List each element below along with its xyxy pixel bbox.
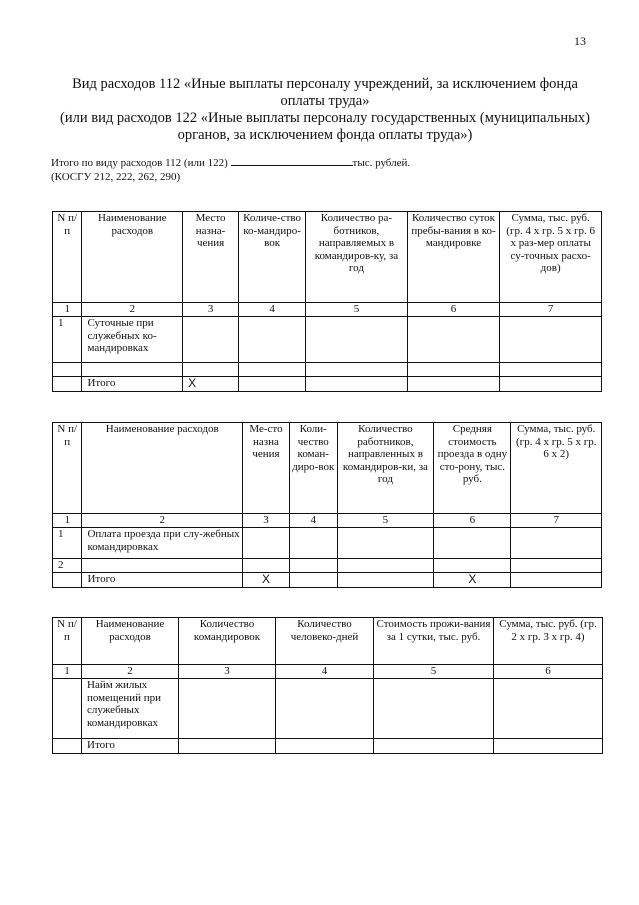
header-cell: Сумма, тыс. руб. (гр. 2 x гр. 3 x гр. 4) (494, 618, 603, 665)
header-cell: Количество человеко-дней (276, 618, 374, 665)
empty-cell (53, 573, 82, 588)
header-cell: Количество ра-ботников, направляемых в командиров-ку, за год (306, 212, 408, 303)
empty-cell[interactable] (374, 679, 494, 739)
empty-cell[interactable] (289, 528, 337, 559)
column-number: 7 (500, 303, 602, 317)
empty-cell[interactable] (337, 559, 434, 573)
column-number: 3 (179, 665, 276, 679)
empty-cell[interactable] (337, 573, 434, 588)
empty-cell[interactable] (407, 317, 500, 363)
empty-cell[interactable] (243, 528, 290, 559)
empty-cell (53, 377, 82, 392)
empty-cell[interactable] (289, 559, 337, 573)
title-line-4: органов, за исключением фонда оплаты труда») (177, 127, 473, 143)
page-title (45, 76, 605, 144)
column-number-row (53, 514, 602, 528)
page-number: 13 (574, 34, 586, 48)
total-label: Итого (82, 377, 183, 392)
total-row (53, 377, 602, 392)
column-number: 6 (434, 514, 511, 528)
empty-cell[interactable] (53, 363, 82, 377)
empty-cell[interactable] (500, 363, 602, 377)
not-applicable-mark: X (243, 573, 290, 588)
total-label: Итого (82, 739, 179, 754)
column-number: 5 (374, 665, 494, 679)
title-line-2: оплаты труда» (280, 93, 370, 109)
header-cell: N п/п (53, 212, 82, 303)
empty-cell[interactable] (276, 679, 374, 739)
column-number: 5 (337, 514, 434, 528)
empty-cell[interactable] (239, 317, 306, 363)
expense-name: Оплата проезда при слу-жебных командировках (82, 528, 243, 559)
expense-name: Найм жилых помещений при служебных командировках (82, 679, 179, 739)
empty-cell (53, 739, 82, 754)
empty-cell[interactable] (494, 739, 603, 754)
empty-cell[interactable] (239, 377, 306, 392)
empty-cell[interactable] (511, 528, 602, 559)
table-row (53, 679, 603, 739)
header-cell: Ме-сто назна чения (243, 423, 290, 514)
header-cell: Стоимость прожи-вания за 1 сутки, тыс. руб. (374, 618, 494, 665)
kosgu-codes: (КОСГУ 212, 222, 262, 290) (51, 171, 181, 183)
header-cell: Наименование расходов (82, 618, 179, 665)
table-row (53, 559, 602, 573)
not-applicable-mark: X (434, 573, 511, 588)
empty-cell[interactable] (289, 573, 337, 588)
table-header-row (53, 423, 602, 514)
column-number: 4 (276, 665, 374, 679)
table-row (53, 528, 602, 559)
empty-cell[interactable] (82, 559, 243, 573)
column-number: 2 (82, 514, 243, 528)
header-cell: Наименование расходов (82, 212, 183, 303)
empty-cell[interactable] (494, 679, 603, 739)
column-number-row (53, 303, 602, 317)
empty-cell[interactable] (500, 317, 602, 363)
header-cell: Коли-чество коман-диро-вок (289, 423, 337, 514)
empty-cell[interactable] (179, 679, 276, 739)
empty-cell[interactable] (374, 739, 494, 754)
empty-cell[interactable] (53, 679, 82, 739)
empty-cell[interactable] (500, 377, 602, 392)
title-line-3: (или вид расходов 122 «Иные выплаты персоналу государственных (муниципальных) (60, 110, 590, 126)
header-cell: Количество командировок (179, 618, 276, 665)
header-cell: Наименование расходов (82, 423, 243, 514)
column-number: 5 (306, 303, 408, 317)
empty-cell[interactable] (434, 528, 511, 559)
row-number: 1 (53, 317, 82, 363)
column-number: 6 (407, 303, 500, 317)
column-number: 1 (53, 514, 82, 528)
total-summary (51, 155, 410, 184)
empty-cell[interactable] (407, 363, 500, 377)
header-cell: N п/п (53, 423, 82, 514)
table-row (53, 363, 602, 377)
title-line-1: Вид расходов 112 «Иные выплаты персоналу учреждений, за исключением фонда (72, 76, 578, 92)
column-number: 3 (183, 303, 239, 317)
total-row (53, 573, 602, 588)
header-cell: Количе-ство ко-мандиро-вок (239, 212, 306, 303)
empty-cell[interactable] (183, 317, 239, 363)
total-blank-field[interactable] (231, 155, 353, 166)
expense-name: Суточные при служебных ко-мандировках (82, 317, 183, 363)
column-number: 1 (53, 303, 82, 317)
header-cell: Количество работников, направленных в командиров-ки, за год (337, 423, 434, 514)
empty-cell[interactable] (243, 559, 290, 573)
empty-cell[interactable] (239, 363, 306, 377)
empty-cell[interactable] (82, 363, 183, 377)
column-number: 3 (243, 514, 290, 528)
empty-cell[interactable] (183, 363, 239, 377)
header-cell: Количество суток пребы-вания в ко-мандировке (407, 212, 500, 303)
row-number: 2 (53, 559, 82, 573)
column-number: 4 (239, 303, 306, 317)
column-number-row (53, 665, 603, 679)
table-daily-allowance (52, 211, 602, 392)
empty-cell[interactable] (511, 573, 602, 588)
table-row (53, 317, 602, 363)
empty-cell[interactable] (337, 528, 434, 559)
row-number: 1 (53, 528, 82, 559)
total-row (53, 739, 603, 754)
empty-cell[interactable] (276, 739, 374, 754)
header-cell: Место назна-чения (183, 212, 239, 303)
table-travel-cost (52, 422, 602, 588)
table-header-row (53, 618, 603, 665)
not-applicable-mark: X (183, 377, 239, 392)
total-prefix: Итого по виду расходов 112 (или 122) (51, 157, 228, 169)
column-number: 1 (53, 665, 82, 679)
empty-cell[interactable] (434, 559, 511, 573)
column-number: 7 (511, 514, 602, 528)
empty-cell[interactable] (306, 317, 408, 363)
column-number: 2 (82, 665, 179, 679)
empty-cell[interactable] (306, 377, 408, 392)
total-suffix: тыс. рублей. (352, 157, 411, 169)
column-number: 6 (494, 665, 603, 679)
column-number: 4 (289, 514, 337, 528)
table-header-row (53, 212, 602, 303)
header-cell: Сумма, тыс. руб. (гр. 4 x гр. 5 x гр. 6 x 2) (511, 423, 602, 514)
empty-cell[interactable] (179, 739, 276, 754)
table-accommodation (52, 617, 603, 754)
total-label: Итого (82, 573, 243, 588)
header-cell: Сумма, тыс. руб. (гр. 4 x гр. 5 x гр. 6 x раз-мер оплаты су-точных расхо-дов) (500, 212, 602, 303)
empty-cell[interactable] (407, 377, 500, 392)
column-number: 2 (82, 303, 183, 317)
empty-cell[interactable] (306, 363, 408, 377)
header-cell: N п/п (53, 618, 82, 665)
empty-cell[interactable] (511, 559, 602, 573)
header-cell: Средняя стоимость проезда в одну сто-рону, тыс. руб. (434, 423, 511, 514)
